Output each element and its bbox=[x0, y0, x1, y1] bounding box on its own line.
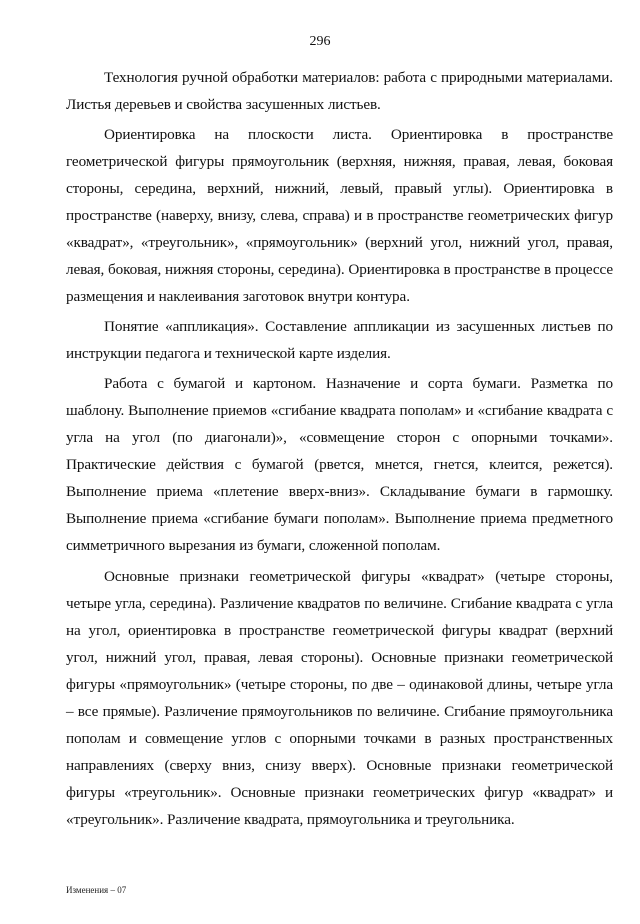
paragraph-orientation: Ориентировка на плоскости листа. Ориентировка в пространстве геометрической фигуры прямоугольник (верхняя, нижняя, правая, левая, боковая стороны, середина, верхний, нижний, левый, правый углы). Ориентировка в пространстве (наверху, внизу, слева, справа) и в пространстве геометрических фигур «квадрат», «треугольник», «прямоугольник» (верхний угол, нижний угол, правая, левая, боковая, нижняя стороны, середина). Ориентировка в пространстве в процессе размещения и наклеивания заготовок внутри контура. bbox=[66, 126, 613, 305]
paragraph-paper-work: Работа с бумагой и картоном. Назначение и сорта бумаги. Разметка по шаблону. Выполнение приемов «сгибание квадрата пополам» и «сгибание квадрата с угла на угол (по диагонали)», «совмещение сторон с опорными точками». Практические действия с бумагой (рвется, мнется, гнется, клеится, режется). Выполнение приема «плетение вверх-вниз». Складывание бумаги в гармошку. Выполнение приема «сгибание бумаги пополам». Выполнение приема предметного симметричного вырезания из бумаги, сложенной пополам. bbox=[66, 375, 613, 554]
paragraph-natural-materials: Технология ручной обработки материалов: работа с природными материалами. Листья деревьев и свойства засушенных листьев. bbox=[66, 69, 613, 113]
paragraph-applique: Понятие «аппликация». Составление аппликации из засушенных листьев по инструкции педагога и технической карте изделия. bbox=[66, 318, 613, 362]
document-body bbox=[66, 64, 613, 835]
paragraph-geometric-shapes: Основные признаки геометрической фигуры «квадрат» (четыре стороны, четыре угла, середина). Различение квадратов по величине. Сгибание квадрата с угла на угол, ориентировка в пространстве геометрической фигуры квадрат (верхний угол, нижний угол, правая, левая стороны). Основные признаки геометрической фигуры «прямоугольник» (четыре стороны, по две – одинаковой длины, четыре угла – все прямые). Различение прямоугольников по величине. Сгибание прямоугольника пополам и совмещение углов с опорными точками в разных пространственных направлениях (сверху вниз, снизу вверх). Основные признаки геометрической фигуры «треугольник». Основные признаки геометрических фигур «квадрат» и «треугольник». Различение квадрата, прямоугольника и треугольника. bbox=[66, 568, 613, 828]
footer-revision-note: Изменения – 07 bbox=[66, 885, 127, 895]
page-number: 296 bbox=[309, 34, 331, 49]
